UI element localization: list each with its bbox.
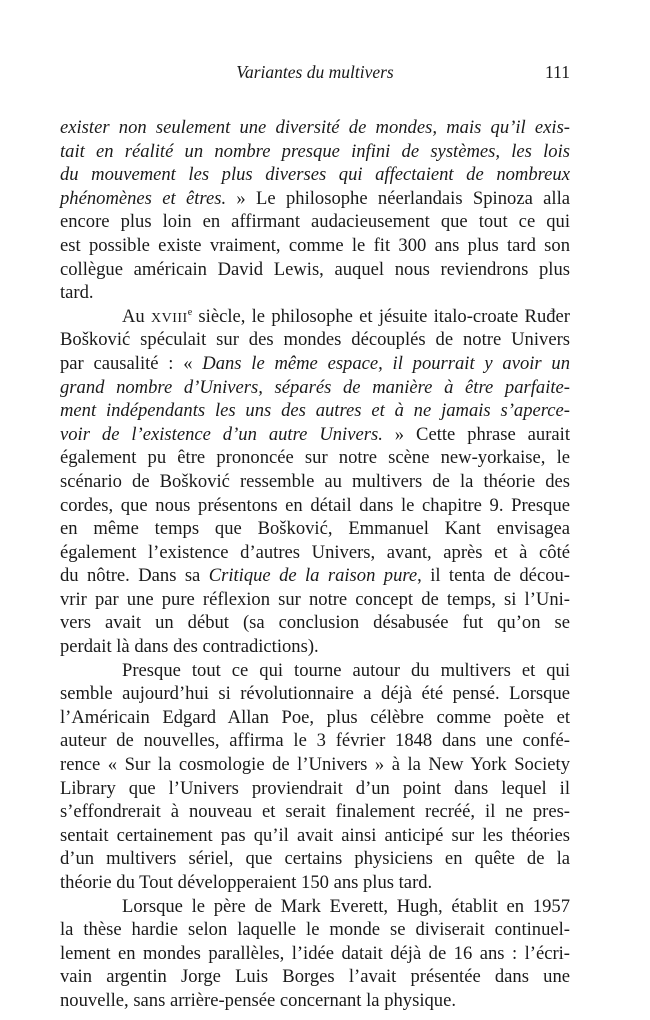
running-title: Variantes du multivers [236, 62, 394, 82]
text-line: Library que l’Univers proviendrait d’un point dans lequel il [60, 777, 570, 799]
italic-span: voir de l’existence d’un autre Univers. [60, 423, 383, 445]
text-line: nouvelle, sans arrière-pensée concernant la physique. [60, 989, 456, 1011]
text-line: s’effondrerait à nouveau et serait finalement recréé, il ne pres- [60, 801, 570, 823]
text-line: semble aujourd’hui si révolutionnaire a déjà été pensé. Lorsque [60, 683, 570, 705]
page-header [60, 62, 570, 86]
text-line: Presque tout ce qui tourne autour du multivers et qui [122, 659, 570, 681]
text-line [60, 352, 570, 376]
text-line: sentait certainement pas qu’il avait ainsi anticipé sur les théories [60, 824, 570, 846]
text-line: tard. [60, 282, 94, 304]
text-line: auteur de nouvelles, affirma le 3 février 1848 dans une confé- [60, 730, 570, 752]
text-line: tait en réalité un nombre presque infini de systèmes, les lois [60, 140, 570, 162]
text-line: ment indépendants les uns des autres et à ne jamais s’aperce- [60, 400, 570, 422]
text-line: vrir par une pure réflexion sur notre concept de temps, si l’Uni- [60, 588, 570, 610]
text-line [60, 305, 570, 329]
text-span: » Le philosophe néerlandais Spinoza alla [226, 187, 570, 209]
small-caps-century: XVIII [150, 310, 188, 326]
text-span: par causalité : « [60, 352, 203, 374]
body-text [60, 116, 570, 1013]
text-line: du mouvement les plus diverses qui affectaient de nombreux [60, 164, 570, 186]
text-line: grand nombre d’Univers, séparés de manière à être parfaite- [60, 376, 570, 398]
text-line: rence « Sur la cosmologie de l’Univers » à la New York Society [60, 754, 570, 776]
superscript: e [187, 306, 193, 318]
text-line: perdait là dans des contradictions). [60, 636, 319, 658]
text-line: cordes, que nous présentons en détail dans le chapitre 9. Presque [60, 494, 570, 516]
text-line: scénario de Bošković ressemble au multivers de la théorie des [60, 470, 570, 492]
text-line [60, 423, 570, 447]
text-line: également pu être prononcée sur notre scène new-yorkaise, le [60, 447, 570, 469]
text-line: en même temps que Bošković, Emmanuel Kant envisagea [60, 518, 570, 540]
page-number: 111 [545, 62, 570, 82]
text-line: collègue américain David Lewis, auquel nous reviendrons plus [60, 258, 570, 280]
text-line: Bošković spéculait sur des mondes découplés de notre Univers [60, 329, 570, 351]
italic-span: Critique de la raison pure [208, 565, 418, 587]
italic-span: phénomènes et êtres. [60, 187, 227, 209]
text-line: lement en mondes parallèles, l’idée datait déjà de 16 ans : l’écri- [60, 942, 570, 964]
text-span: siècle, le philosophe et jésuite italo-croate Ruđer [192, 305, 570, 327]
text-line: Lorsque le père de Mark Everett, Hugh, établit en 1957 [122, 895, 570, 917]
text-line: vain argentin Jorge Luis Borges l’avait présentée dans une [60, 966, 570, 988]
text-span: , il tenta de décou- [417, 565, 570, 587]
text-line: la thèse hardie selon laquelle le monde se diviserait continuel- [60, 919, 570, 941]
text-span: du nôtre. Dans sa [60, 565, 209, 587]
text-line: d’un multivers sériel, que certains physiciens en quête de la [60, 848, 570, 870]
text-line: l’Américain Edgard Allan Poe, plus célèbre comme poète et [60, 706, 570, 728]
text-line: exister non seulement une diversité de mondes, mais qu’il exis- [60, 117, 570, 138]
text-line: encore plus loin en affirmant audacieusement que tout ce qui [60, 211, 570, 233]
text-line [60, 564, 570, 588]
text-line: également l’existence d’autres Univers, avant, après et à côté [60, 541, 570, 563]
italic-span: Dans le même espace, il pourrait y avoir un [202, 352, 570, 374]
text-line: théorie du Tout développeraient 150 ans plus tard. [60, 872, 433, 893]
text-line: vers avait un début (sa conclusion désabusée fut qu’on se [60, 612, 570, 634]
text-line [60, 187, 570, 211]
text-line: est possible existe vraiment, comme le fit 300 ans plus tard son [60, 234, 570, 256]
text-span: » Cette phrase aurait [382, 423, 571, 445]
text-span: Au [122, 305, 151, 327]
